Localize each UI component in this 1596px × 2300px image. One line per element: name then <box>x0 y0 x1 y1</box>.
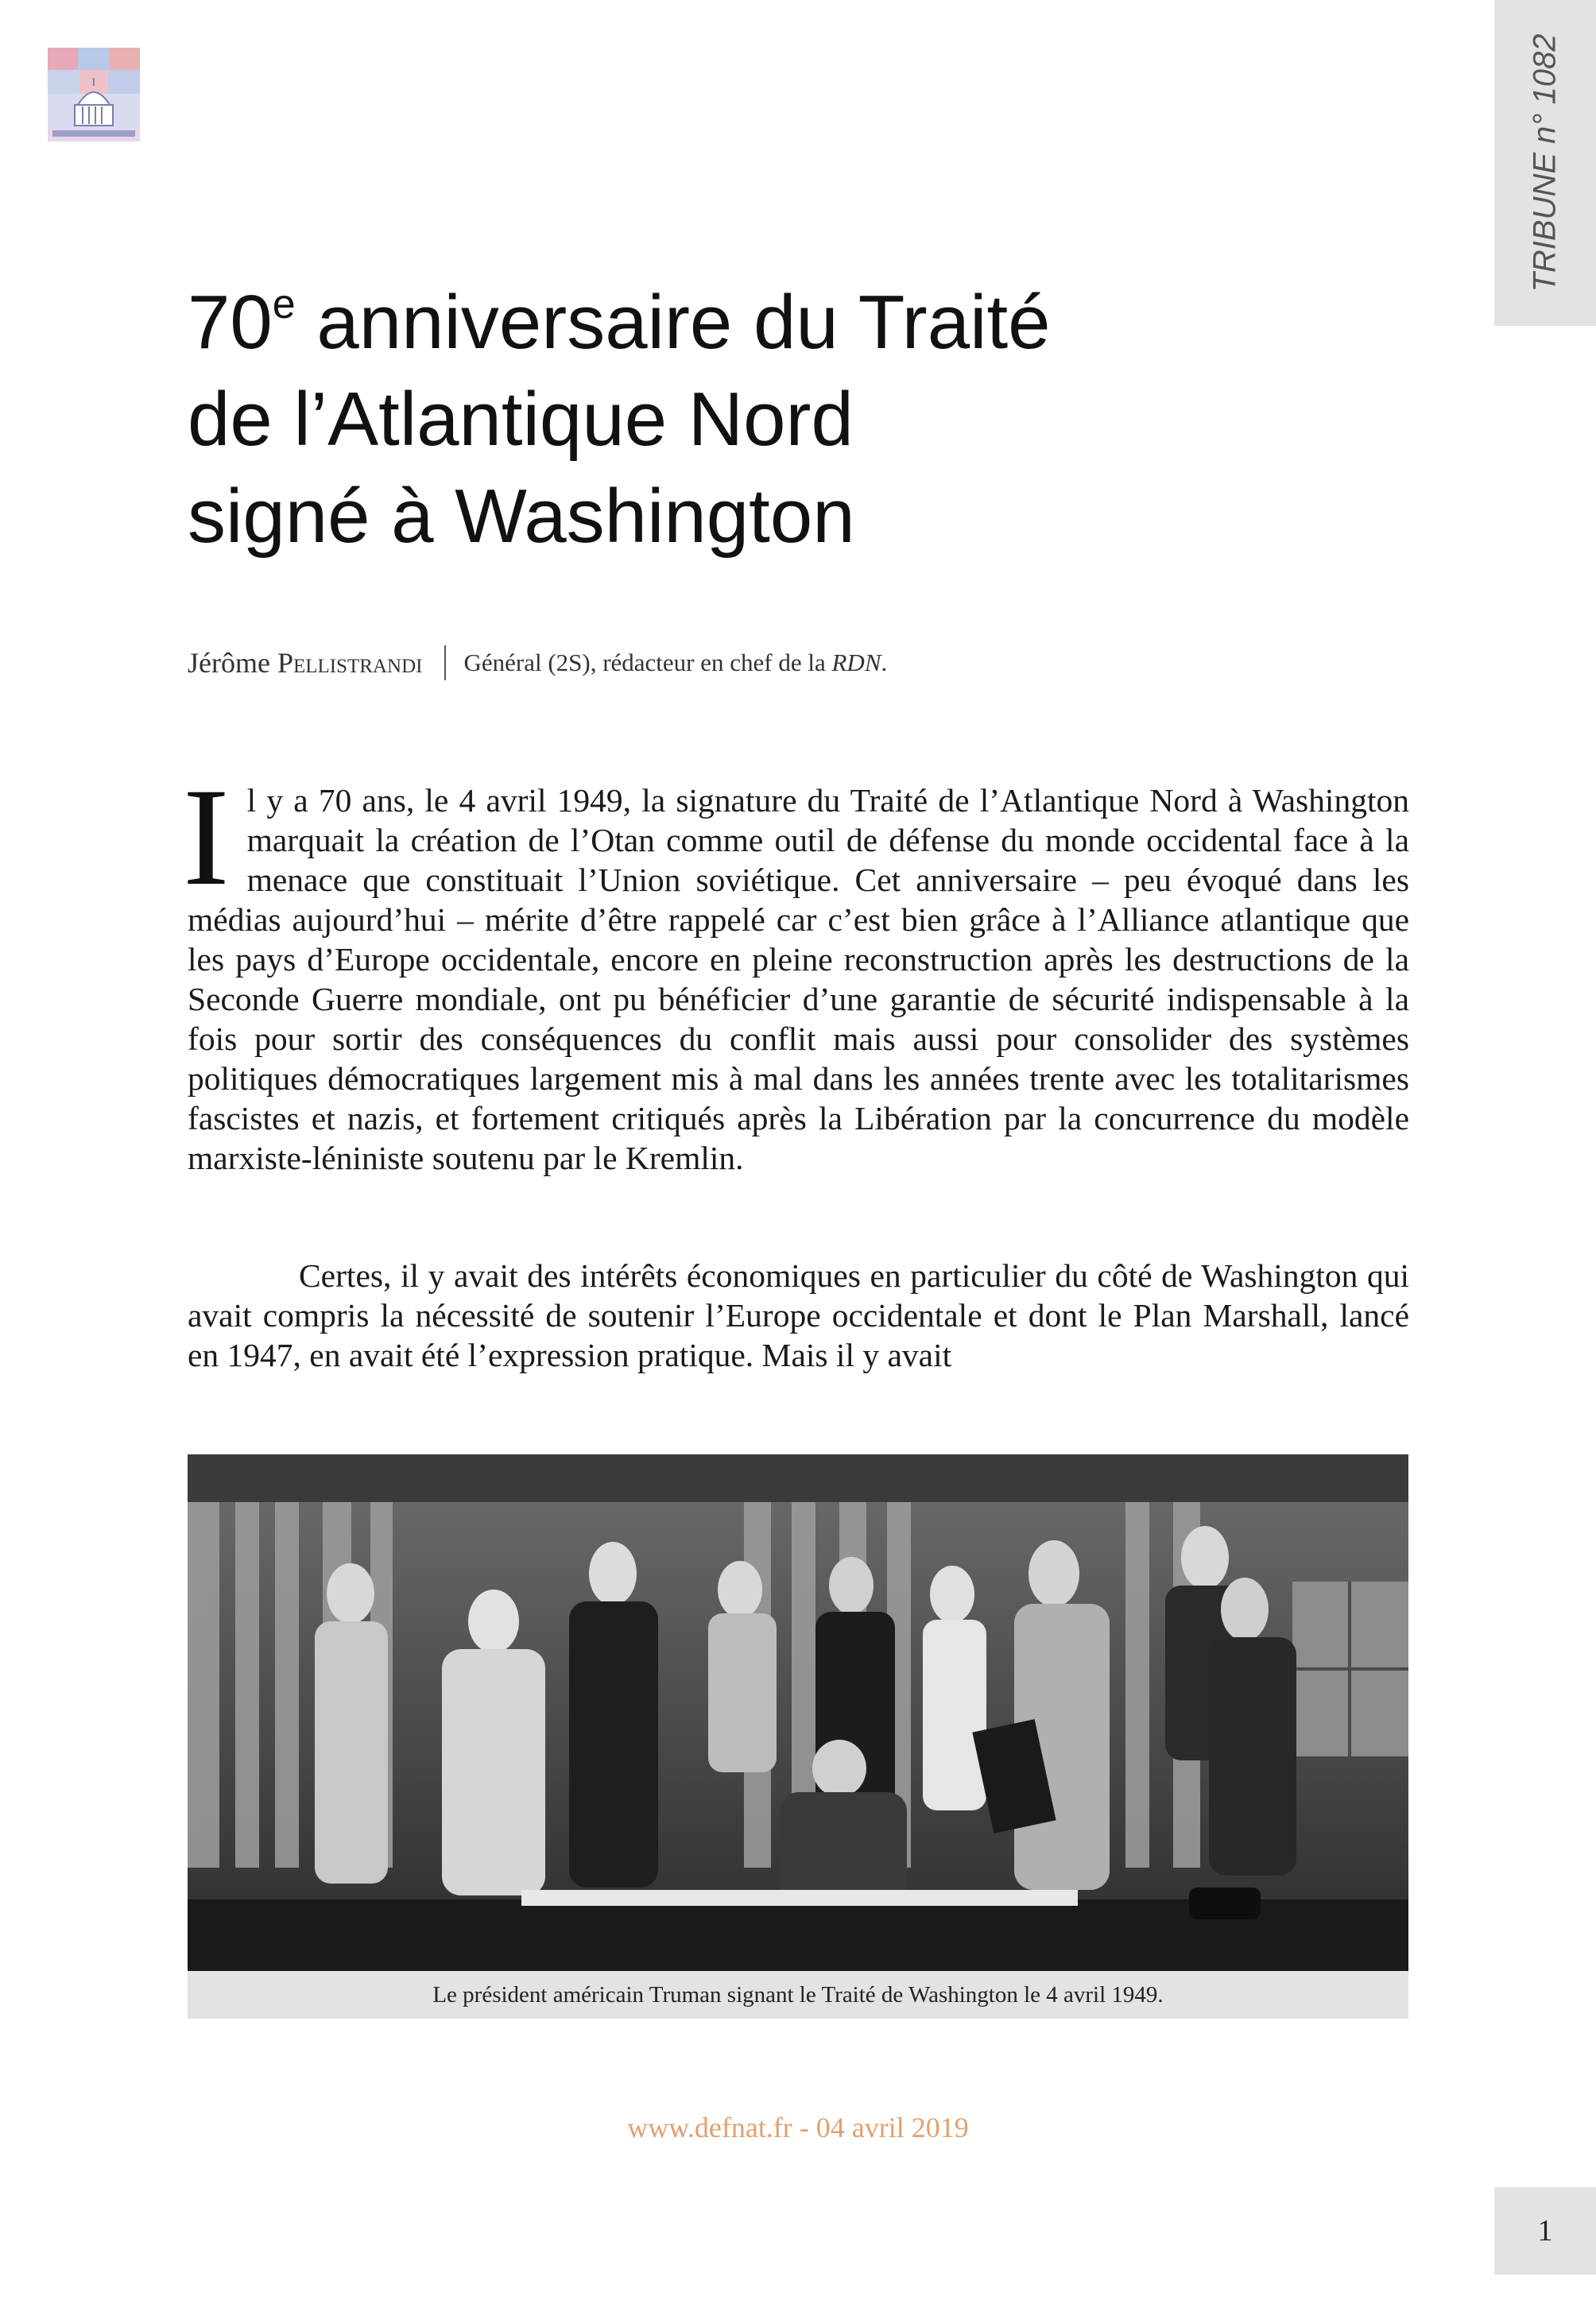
paragraph-1 <box>183 760 1409 1178</box>
rdn-building-logo <box>48 48 140 141</box>
article-title <box>188 274 1300 565</box>
page-number: 1 <box>1494 2187 1596 2275</box>
tribune-number: TRIBUNE n° 1082 <box>1527 33 1563 292</box>
title-line3: signé à Washington <box>188 474 855 559</box>
paragraph-1-text: l y a 70 ans, le 4 avril 1949, la signature du Traité de l’Atlantique Nord à Washington marquait la création de l’Otan comme outil de défense du monde occidental face à la menace que constituait l’Union soviétique. Cet anniversaire – peu évoqué dans les médias aujourd’hui – mérite d’être rappelé car c’est bien grâce à l’Alliance atlantique que les pays d’Europe occidentale, encore en pleine reconstruction après les destructions de la Seconde Guerre mondiale, ont pu bénéficier d’une garantie de sécurité indispensable à la fois pour sortir des conséquences du conflit mais aussi pour consolider des systèmes politiques démocratiques largement mis à mal dans les années trente avec les totalitarismes fascistes et nazis, et fortement critiqués après la Libération par la concurrence du modèle marxiste-léniniste soutenu par le Kremlin. <box>188 782 1409 1176</box>
author-role <box>463 649 887 677</box>
title-line1-rest: anniversaire du Traité <box>295 280 1051 365</box>
tribune-side-tab <box>1494 0 1596 326</box>
author-role-publication: RDN <box>831 649 881 676</box>
paragraph-2: Certes, il y avait des intérêts économiques en particulier du côté de Washington qui avait compris la nécessité de soutenir l’Europe occidentale et dont le Plan Marshall, lancé en 1947, en avait été l’expression pratique. Mais il y avait <box>188 1257 1409 1373</box>
title-superscript: e <box>272 281 296 327</box>
author-role-prefix: Général (2S), rédacteur en chef de la <box>463 649 832 676</box>
author-first-name: Jérôme <box>188 647 270 679</box>
drop-cap: I <box>183 760 230 915</box>
footer-site-date: www.defnat.fr - 04 avril 2019 <box>627 2112 969 2143</box>
author-role-suffix: . <box>881 649 888 676</box>
photo-caption: Le président américain Truman signant le Traité de Washington le 4 avril 1949. <box>188 1971 1408 2019</box>
author-last-name: Pellistrandi <box>277 647 423 679</box>
title-number: 70 <box>188 280 273 365</box>
truman-signing-photo <box>188 1454 1408 1971</box>
byline-separator <box>444 645 446 680</box>
byline <box>188 645 887 680</box>
title-line2: de l’Atlantique Nord <box>188 377 854 462</box>
